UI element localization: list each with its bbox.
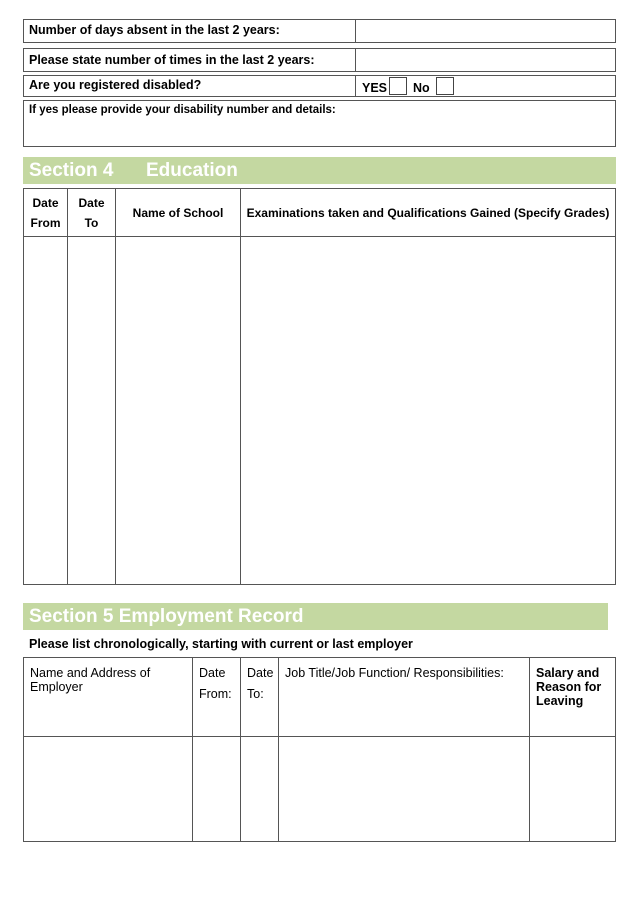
- col-job-title: Job Title/Job Function/ Responsibilities:: [279, 658, 530, 737]
- col-emp-date-from-line2: From:: [199, 687, 232, 701]
- emp-date-to-cell[interactable]: [241, 737, 279, 842]
- col-date-from-line1: Date: [32, 195, 59, 210]
- disabled-divider: [355, 75, 356, 97]
- col-emp-date-from: [193, 658, 241, 737]
- education-exams-cell[interactable]: [241, 237, 616, 585]
- employment-table: [23, 657, 616, 842]
- yes-label: YES: [362, 81, 388, 95]
- col-emp-date-from-line1: Date: [199, 666, 226, 680]
- col-date-to: [68, 189, 116, 237]
- education-date-to-cell[interactable]: [68, 237, 116, 585]
- col-emp-date-to-line2: To:: [247, 687, 264, 701]
- times-absent-input[interactable]: [356, 49, 615, 71]
- education-table: [23, 188, 616, 585]
- job-title-cell[interactable]: [279, 737, 530, 842]
- no-checkbox[interactable]: [436, 77, 454, 95]
- section5-instruction: Please list chronologically, starting with current or last employer: [29, 637, 413, 651]
- yes-checkbox[interactable]: [389, 77, 407, 95]
- col-emp-date-to: [241, 658, 279, 737]
- education-date-from-cell[interactable]: [24, 237, 68, 585]
- disability-details-label: If yes please provide your disability number and details:: [29, 104, 336, 116]
- col-exams: Examinations taken and Qualifications Gained (Specify Grades): [241, 189, 616, 237]
- section4-number: Section 4: [29, 159, 114, 181]
- col-emp-date-to-line1: Date: [247, 666, 274, 680]
- employer-cell[interactable]: [24, 737, 193, 842]
- times-absent-label: Please state number of times in the last 2 years:: [29, 53, 315, 67]
- section4-header: [23, 157, 616, 184]
- col-date-to-line2: To: [84, 215, 99, 230]
- no-label: No: [413, 81, 430, 95]
- education-entry-row: [24, 237, 616, 585]
- col-salary-reason: Salary and Reason for Leaving: [530, 658, 616, 737]
- emp-date-from-cell[interactable]: [193, 737, 241, 842]
- employment-entry-row: [24, 737, 616, 842]
- col-employer: Name and Address of Employer: [24, 658, 193, 737]
- section5-title: Section 5 Employment Record: [29, 605, 304, 627]
- section5-header: [23, 603, 608, 630]
- col-date-from-line2: From: [30, 215, 61, 230]
- col-date-from: [24, 189, 68, 237]
- days-absent-input[interactable]: [356, 20, 615, 42]
- salary-reason-cell[interactable]: [530, 737, 616, 842]
- section4-title: Education: [146, 159, 238, 181]
- disabled-label: Are you registered disabled?: [29, 78, 202, 92]
- education-school-cell[interactable]: [116, 237, 241, 585]
- col-date-to-line1: Date: [78, 195, 105, 210]
- days-absent-label: Number of days absent in the last 2 years:: [29, 23, 280, 37]
- col-school-name: Name of School: [116, 189, 241, 237]
